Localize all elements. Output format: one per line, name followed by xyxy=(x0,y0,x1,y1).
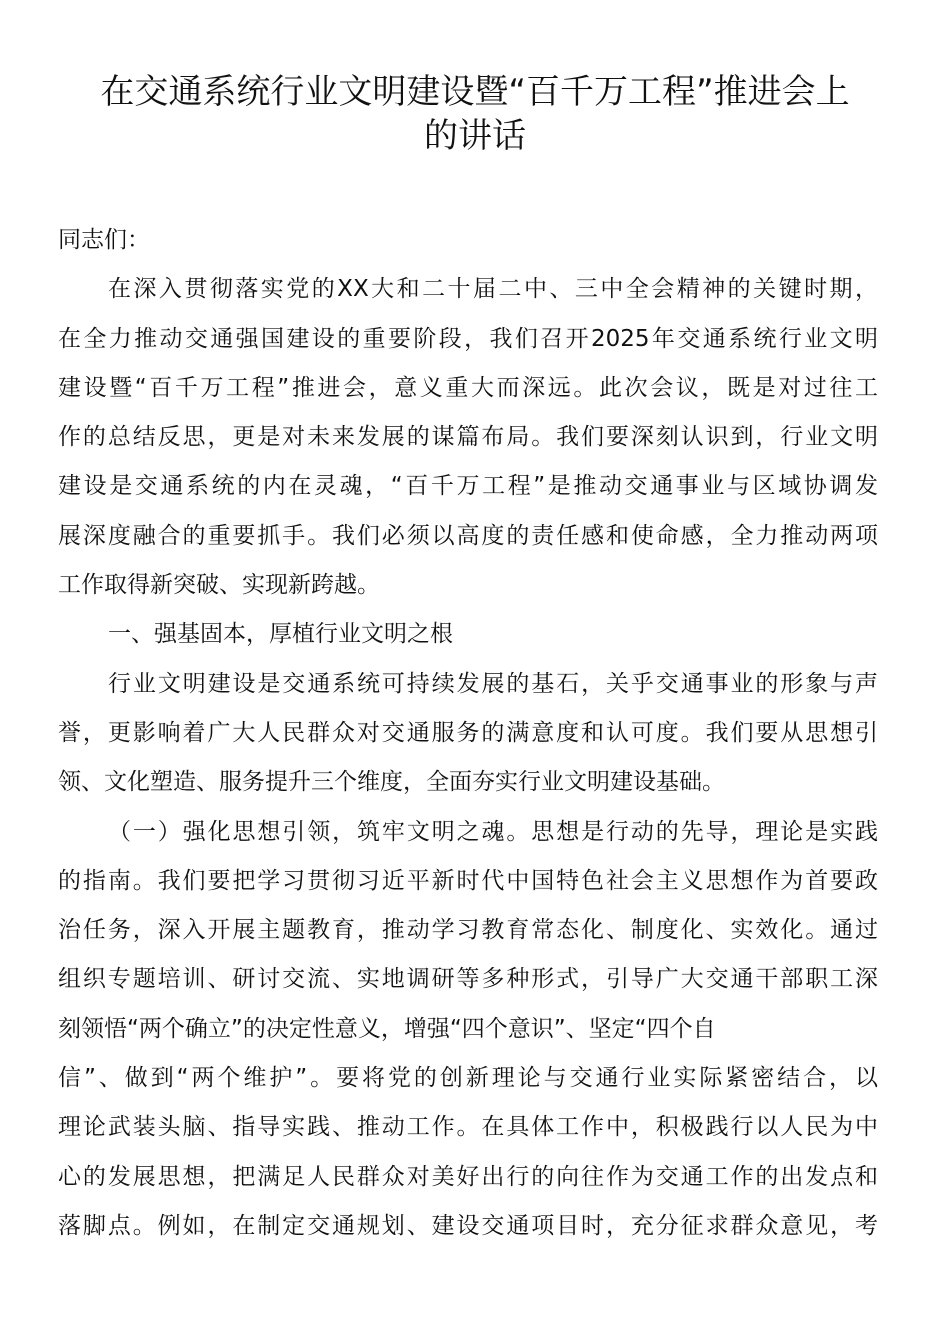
salutation: 同志们： xyxy=(58,227,150,253)
paragraph-line: 心的发展思想，把满足人民群众对美好出行的向往作为交通工作的出发点和 xyxy=(58,1163,878,1190)
document-body xyxy=(58,225,878,1260)
paragraph-line: 领、文化塑造、服务提升三个维度，全面夯实行业文明建设基础。 xyxy=(58,769,725,796)
paragraph-line: 落脚点。例如，在制定交通规划、建设交通项目时，充分征求群众意见，考 xyxy=(58,1212,878,1239)
paragraph-line: 理论武装头脑、指导实践、推动工作。在具体工作中，积极践行以人民为中 xyxy=(58,1114,878,1141)
paragraph-line: 建设暨“百千万工程”推进会，意义重大而深远。此次会议，既是对过往工 xyxy=(58,374,878,401)
paragraph-line: 在全力推动交通强国建设的重要阶段，我们召开2025年交通系统行业文明 xyxy=(58,325,878,352)
paragraph-line: 工作取得新突破、实现新跨越。 xyxy=(58,572,380,599)
paragraph-line: 行业文明建设是交通系统可持续发展的基石，关乎交通事业的形象与声 xyxy=(108,670,878,697)
paragraph-line: （一）强化思想引领，筑牢文明之魂。思想是行动的先导，理论是实践 xyxy=(108,818,878,845)
paragraph-1 xyxy=(58,274,878,619)
paragraph-line: 刻领悟“两个确立”的决定性意义，增强“四个意识”、坚定“四个自 xyxy=(58,1015,716,1042)
paragraph-line: 作的总结反思，更是对未来发展的谋篇布局。我们要深刻认识到，行业文明 xyxy=(58,424,878,451)
paragraph-line: 誉，更影响着广大人民群众对交通服务的满意度和认可度。我们要从思想引 xyxy=(58,719,878,746)
paragraph-line: 在深入贯彻落实党的XX大和二十届二中、三中全会精神的关键时期， xyxy=(108,276,878,303)
title-line-2: 的讲话 xyxy=(424,116,526,156)
paragraph-line: 建设是交通系统的内在灵魂，“百千万工程”是推动交通事业与区域协调发 xyxy=(58,473,878,500)
document-title xyxy=(40,70,910,158)
paragraph-line: 治任务，深入开展主题教育，推动学习教育常态化、制度化、实效化。通过 xyxy=(58,917,878,944)
paragraph-line: 展深度融合的重要抓手。我们必须以高度的责任感和使命感，全力推动两项 xyxy=(58,522,878,549)
section-heading-1: 一、强基固本，厚植行业文明之根 xyxy=(108,621,453,648)
paragraph-3 xyxy=(58,817,878,1261)
paragraph-line: 的指南。我们要把学习贯彻习近平新时代中国特色社会主义思想作为首要政 xyxy=(58,867,878,894)
paragraph-line: 组织专题培训、研讨交流、实地调研等多种形式，引导广大交通干部职工深 xyxy=(58,966,878,993)
paragraph-line: 信”、做到“两个维护”。要将党的创新理论与交通行业实际紧密结合，以 xyxy=(58,1065,878,1092)
paragraph-2 xyxy=(58,669,878,817)
title-line-1: 在交通系统行业文明建设暨“百千万工程”推进会上 xyxy=(100,72,850,112)
